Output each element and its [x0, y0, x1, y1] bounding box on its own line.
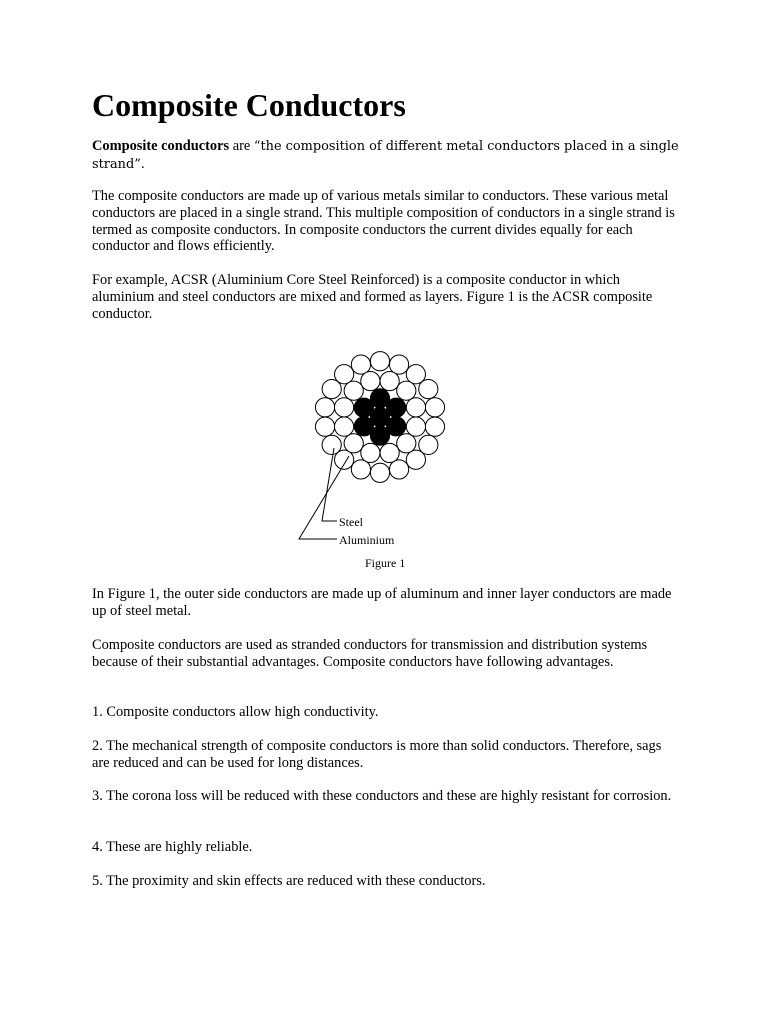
paragraph-uses: Composite conductors are used as stranded conductors for transmission and distribution systems because of their substantial advantages. Composite conductors have following advantages. [92, 637, 648, 670]
aluminium-strand [334, 398, 353, 417]
aluminium-label: Aluminium [339, 533, 395, 547]
aluminium-strand [380, 443, 399, 462]
steel-strand [354, 398, 373, 417]
intro-term: Composite conductors [92, 138, 230, 154]
advantage-item-5: 5. The proximity and skin effects are reduced with these conductors. [92, 873, 486, 889]
paragraph-figure-description: In Figure 1, the outer side conductors are made up of aluminum and inner layer conductors are made up of steel metal. [92, 586, 672, 619]
aluminium-strand [425, 417, 444, 436]
aluminium-strand [361, 443, 380, 462]
conductor-strands [315, 352, 444, 483]
aluminium-strand [397, 381, 416, 400]
aluminium-strand [370, 352, 389, 371]
aluminium-strand [370, 463, 389, 482]
acsr-cross-section-diagram [292, 338, 492, 573]
aluminium-strand [344, 381, 363, 400]
aluminium-strand [419, 380, 438, 399]
aluminium-strand [351, 355, 370, 374]
advantage-item-2: 2. The mechanical strength of composite conductors is more than solid conductors. Therefore, sags are reduced and can be used for long distances. [92, 738, 662, 771]
aluminium-strand [315, 398, 334, 417]
aluminium-strand [397, 434, 416, 453]
aluminium-strand [335, 365, 354, 384]
page-title: Composite Conductors [92, 87, 406, 123]
aluminium-strand [389, 460, 408, 479]
aluminium-strand [361, 371, 380, 390]
aluminium-strand [351, 460, 370, 479]
aluminium-strand [406, 450, 425, 469]
paragraph-definition: The composite conductors are made up of various metals similar to conductors. These various metal conductors are placed in a single strand. This multiple composition of conductors in a single strand is termed as composite conductors. In composite conductors the current divides equally for each conductor and flows efficiently. [92, 188, 675, 255]
aluminium-strand [344, 434, 363, 453]
aluminium-strand [334, 417, 353, 436]
aluminium-strand [406, 417, 425, 436]
intro-definition: “the composition of different metal conductors placed in a single strand”. [92, 139, 679, 172]
advantage-item-4: 4. These are highly reliable. [92, 839, 253, 855]
acsr-figure [292, 338, 492, 573]
advantage-item-1: 1. Composite conductors allow high conductivity. [92, 704, 379, 720]
paragraph-example: For example, ACSR (Aluminium Core Steel Reinforced) is a composite conductor in which aluminium and steel conductors are mixed and formed as layers. Figure 1 is the ACSR composite conductor. [92, 272, 653, 322]
steel-label: Steel [339, 515, 363, 529]
intro-verb: are [229, 138, 254, 154]
aluminium-strand [380, 371, 399, 390]
steel-strand [354, 417, 373, 436]
aluminium-strand [406, 398, 425, 417]
advantage-item-3: 3. The corona loss will be reduced with these conductors and these are highly resistant for corrosion. [92, 788, 672, 804]
aluminium-strand [315, 417, 334, 436]
aluminium-strand [425, 398, 444, 417]
aluminium-strand [322, 435, 341, 454]
intro-paragraph [92, 138, 682, 174]
steel-strand [387, 398, 406, 417]
aluminium-strand [389, 355, 408, 374]
figure-caption: Figure 1 [365, 556, 406, 570]
